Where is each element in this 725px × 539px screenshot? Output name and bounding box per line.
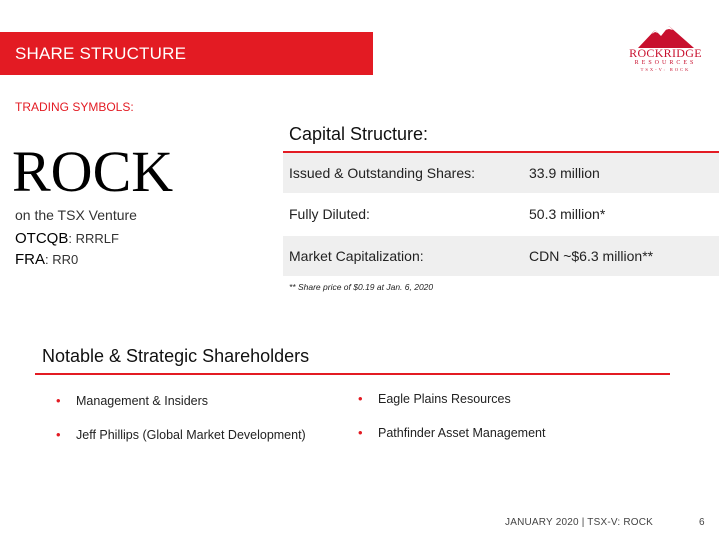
list-item: • Pathfinder Asset Management	[358, 425, 546, 440]
list-item: • Jeff Phillips (Global Market Development)	[56, 427, 306, 442]
logo-subtitle: RESOURCES	[634, 60, 697, 66]
bullet-icon: •	[358, 391, 363, 406]
capital-row	[283, 194, 719, 234]
bullet-icon: •	[56, 427, 61, 442]
capital-row-value: 33.9 million	[529, 165, 600, 181]
footer-text: JANUARY 2020 | TSX-V: ROCK	[505, 517, 654, 528]
capital-row-label: Market Capitalization:	[289, 248, 424, 264]
ticker-symbol: ROCK	[12, 139, 174, 204]
capital-row-value: 50.3 million*	[529, 206, 606, 222]
capital-row-label: Fully Diluted:	[289, 206, 370, 222]
page-number: 6	[699, 517, 705, 528]
company-logo	[618, 22, 713, 77]
page-title: SHARE STRUCTURE	[15, 44, 187, 63]
capital-row-value: CDN ~$6.3 million**	[529, 248, 654, 264]
shareholders-title: Notable & Strategic Shareholders	[42, 346, 310, 366]
list-item: • Eagle Plains Resources	[358, 391, 511, 406]
trading-symbols-label: TRADING SYMBOLS:	[15, 100, 134, 114]
otcqb-symbol	[15, 230, 119, 247]
fra-value: : RR0	[45, 252, 79, 267]
otcqb-label: OTCQB	[15, 230, 69, 247]
list-item: • Management & Insiders	[56, 393, 209, 408]
capital-structure-title: Capital Structure:	[289, 124, 429, 144]
mountain-logo-icon	[638, 24, 694, 48]
bullet-icon: •	[56, 393, 61, 408]
exchange-text: on the TSX Venture	[15, 207, 137, 223]
bullet-icon: •	[358, 425, 363, 440]
logo-ticker: TSX-V: ROCK	[640, 67, 691, 72]
otcqb-value: : RRRLF	[68, 231, 119, 246]
capital-row	[283, 153, 719, 193]
fra-label: FRA	[15, 251, 45, 268]
capital-row	[283, 236, 719, 276]
capital-row-label: Issued & Outstanding Shares:	[289, 165, 475, 181]
shareholders-divider	[35, 373, 670, 375]
fra-symbol	[15, 251, 78, 268]
share-price-footnote: ** Share price of $0.19 at Jan. 6, 2020	[289, 282, 434, 292]
logo-name: ROCKRIDGE	[629, 46, 702, 60]
